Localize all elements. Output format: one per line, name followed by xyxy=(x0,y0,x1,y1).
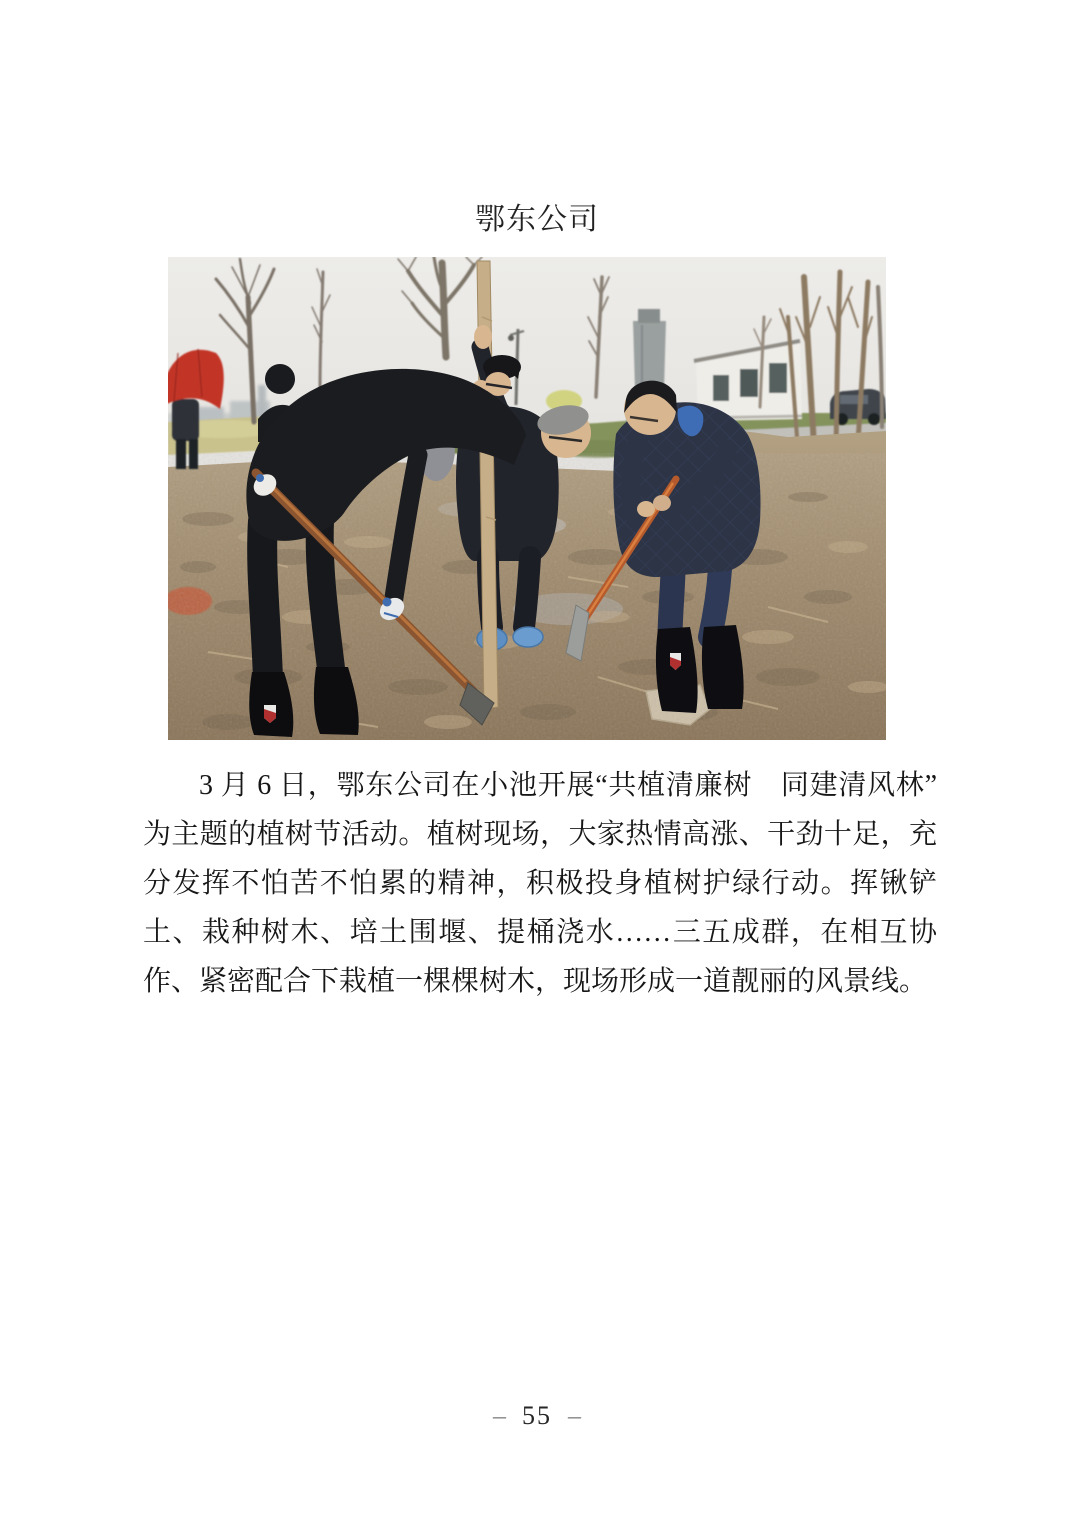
body-paragraph: 3 月 6 日，鄂东公司在小池开展“共植清廉树 同建清风林”为主题的植树节活动。植树现场，大家热情高涨、干劲十足，充分发挥不怕苦不怕累的精神，积极投身植树护绿行动。挥锹铲土、栽种树木、培土围堰、提桶浇水……三五成群，在相互协作、紧密配合下栽植一棵棵树木，现场形成一道靓丽的风景线。 xyxy=(143,770,937,997)
page-footer xyxy=(0,1401,1074,1431)
footer-dash-left: – xyxy=(493,1401,506,1430)
tree-planting-photo-illustration xyxy=(168,257,886,740)
footer-page-number: 55 xyxy=(522,1401,552,1430)
page-title: 鄂东公司 xyxy=(475,203,599,236)
footer-dash-right: – xyxy=(568,1401,581,1430)
tree-planting-photo xyxy=(168,257,886,740)
